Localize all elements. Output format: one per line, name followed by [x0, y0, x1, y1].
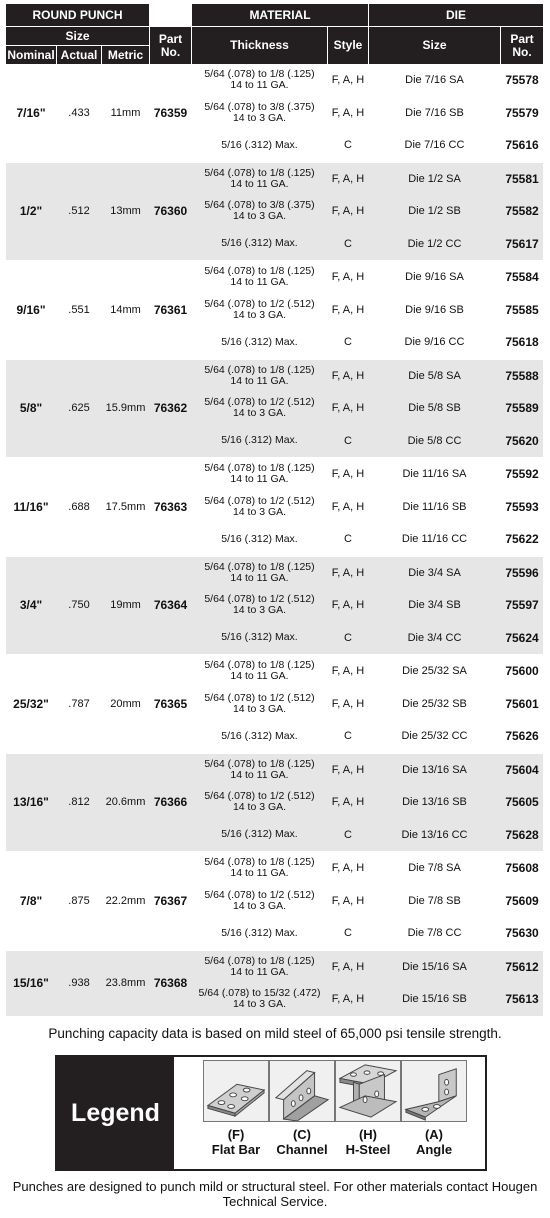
- nominal-size: 25/32": [13, 696, 49, 711]
- die-size: Die 3/4 SA: [408, 566, 461, 579]
- material-style: C: [344, 434, 352, 447]
- thickness-range: 5/16 (.312) Max.: [221, 237, 298, 250]
- actual-header: Actual: [57, 46, 101, 64]
- die-size: Die 25/32 CC: [401, 730, 468, 743]
- flat-bar-icon: [203, 1060, 269, 1122]
- thickness-cell: [192, 622, 327, 655]
- die-size: Die 25/32 SB: [402, 697, 467, 710]
- metric-size: 19mm: [110, 599, 141, 612]
- legend-name: Flat Bar: [211, 1142, 261, 1157]
- gauge-range: 14 to 11 GA.: [230, 276, 289, 289]
- thickness-cell: [192, 129, 327, 162]
- punch-part-no: 76363: [153, 499, 188, 514]
- punch-part-no: 76361: [153, 302, 188, 317]
- nominal-header: Nominal: [6, 46, 56, 64]
- gauge-range: 14 to 11 GA.: [230, 670, 289, 683]
- actual-size: .625: [68, 402, 90, 415]
- actual-size: .875: [68, 894, 90, 907]
- die-size: Die 7/16 SB: [405, 106, 464, 119]
- die-part-no: 75582: [505, 204, 539, 219]
- thickness-range: 5/64 (.078) to 1/8 (.125): [204, 659, 315, 672]
- material-style: F, A, H: [331, 566, 365, 579]
- thickness-cell: [192, 228, 327, 261]
- material-style: C: [344, 927, 352, 940]
- material-style: F, A, H: [331, 993, 365, 1006]
- die-part-no: 75630: [505, 926, 539, 941]
- thickness-range: 5/64 (.078) to 1/2 (.512): [204, 297, 315, 310]
- metric-size: 20.6mm: [105, 796, 146, 809]
- thickness-cell: [192, 655, 327, 688]
- actual-size: .688: [68, 500, 90, 513]
- punch-part-no: 76368: [153, 976, 188, 990]
- die-part-no: 75584: [505, 270, 539, 285]
- thickness-cell: [192, 557, 327, 590]
- material-style: F, A, H: [331, 106, 365, 119]
- legend-box: [55, 1055, 487, 1171]
- thickness-range: 5/16 (.312) Max.: [221, 532, 298, 545]
- die-part-no: 75609: [505, 893, 539, 908]
- legend-name: H-Steel: [345, 1142, 391, 1157]
- die-part-no: 75620: [505, 433, 539, 448]
- gauge-range: 14 to 3 GA.: [232, 604, 287, 617]
- angle-icon: [401, 1060, 467, 1122]
- thickness-range: 5/16 (.312) Max.: [221, 828, 298, 841]
- thickness-range: 5/64 (.078) to 1/2 (.512): [204, 888, 315, 901]
- legend-item-h-steel: [335, 1060, 401, 1157]
- die-part-no: 75616: [505, 138, 539, 153]
- material-header: MATERIAL: [192, 4, 368, 26]
- metric-size: 23.8mm: [105, 977, 146, 989]
- die-size: Die 9/16 SB: [405, 303, 464, 316]
- size-group: [6, 163, 543, 261]
- material-style: F, A, H: [331, 862, 365, 875]
- die-part-no: 75596: [505, 565, 539, 580]
- size-group: [6, 655, 543, 753]
- die-part-no: 75601: [505, 696, 539, 711]
- gauge-range: 14 to 11 GA.: [230, 473, 289, 486]
- material-style: F, A, H: [331, 796, 365, 809]
- die-part-no: 75608: [505, 861, 539, 876]
- punch-part-no: 76367: [153, 893, 188, 908]
- thickness-range: 5/64 (.078) to 1/8 (.125): [204, 68, 315, 81]
- die-part-no: 75597: [505, 598, 539, 613]
- material-style: F, A, H: [331, 665, 365, 678]
- material-style: C: [344, 828, 352, 841]
- thickness-cell: [192, 819, 327, 852]
- actual-size: .433: [68, 106, 90, 119]
- material-style: F, A, H: [331, 402, 365, 415]
- thickness-cell: [192, 917, 327, 950]
- part-no-header: Part No.: [150, 27, 191, 64]
- thickness-cell: [192, 491, 327, 524]
- material-style: F, A, H: [331, 500, 365, 513]
- die-size: Die 13/16 SA: [402, 763, 467, 776]
- die-part-no: 75618: [505, 335, 539, 350]
- nominal-size: 11/16": [13, 499, 49, 514]
- thickness-cell: [192, 983, 327, 1016]
- die-size: Die 9/16 SA: [405, 271, 464, 284]
- table-header: [6, 4, 543, 64]
- die-size-header: Size: [369, 27, 500, 64]
- thickness-cell: [192, 852, 327, 885]
- thickness-range: 5/64 (.078) to 3/8 (.375): [204, 100, 315, 113]
- material-style: F, A, H: [331, 599, 365, 612]
- die-part-no: 75624: [505, 630, 539, 645]
- footer-note: Punches are designed to punch mild or structural steel. For other materials contact Hougen Technical Service.: [12, 1179, 538, 1209]
- material-style: C: [344, 336, 352, 349]
- metric-size: 22.2mm: [105, 894, 146, 907]
- thickness-cell: [192, 885, 327, 918]
- die-size: Die 7/8 SA: [408, 862, 461, 875]
- size-group: [6, 754, 543, 852]
- thickness-cell: [192, 163, 327, 196]
- size-group: [6, 64, 543, 162]
- nominal-size: 15/16": [13, 976, 49, 990]
- punch-part-no: 76360: [153, 204, 188, 219]
- size-group: [6, 557, 543, 655]
- die-part-no: 75605: [505, 795, 539, 810]
- thickness-range: 5/64 (.078) to 3/8 (.375): [204, 199, 315, 212]
- thickness-range: 5/16 (.312) Max.: [221, 631, 298, 644]
- thickness-range: 5/64 (.078) to 1/2 (.512): [204, 593, 315, 606]
- die-part-no: 75600: [505, 664, 539, 679]
- legend-name: Channel: [276, 1142, 328, 1157]
- thickness-cell: [192, 64, 327, 97]
- metric-size: 14mm: [110, 303, 141, 316]
- die-part-no: 75589: [505, 401, 539, 416]
- punch-part-no: 76359: [153, 105, 188, 120]
- actual-size: .512: [68, 205, 90, 218]
- legend-code: (H): [358, 1127, 378, 1142]
- material-style: F, A, H: [331, 74, 365, 87]
- thickness-range: 5/64 (.078) to 1/2 (.512): [204, 691, 315, 704]
- thickness-range: 5/64 (.078) to 1/8 (.125): [204, 757, 315, 770]
- gauge-range: 14 to 11 GA.: [230, 374, 289, 387]
- size-group: [6, 261, 543, 359]
- nominal-size: 1/2": [19, 204, 43, 219]
- thickness-cell: [192, 294, 327, 327]
- die-size: Die 1/2 CC: [407, 237, 462, 250]
- material-style: F, A, H: [331, 205, 365, 218]
- die-size: Die 5/8 CC: [407, 434, 462, 447]
- material-style: F, A, H: [331, 763, 365, 776]
- die-size: Die 25/32 SA: [402, 665, 467, 678]
- h-steel-icon: [335, 1060, 401, 1122]
- gauge-range: 14 to 3 GA.: [232, 111, 287, 124]
- die-part-no: 75628: [505, 827, 539, 842]
- die-size: Die 11/16 CC: [401, 533, 468, 546]
- die-size: Die 7/8 SB: [408, 894, 461, 907]
- gauge-range: 14 to 3 GA.: [232, 801, 287, 814]
- nominal-size: 3/4": [19, 598, 43, 613]
- die-size: Die 7/16 SA: [405, 74, 464, 87]
- die-size: Die 11/16 SA: [402, 468, 467, 481]
- legend-code: (C): [292, 1127, 312, 1142]
- nominal-size: 7/16": [16, 105, 46, 120]
- material-style: C: [344, 533, 352, 546]
- legend-name: Angle: [415, 1142, 453, 1157]
- legend-item-flat-bar: [203, 1060, 269, 1157]
- material-style: F, A, H: [331, 468, 365, 481]
- legend-code: (F): [227, 1127, 245, 1142]
- die-part-no: 75612: [505, 959, 539, 974]
- thickness-range: 5/64 (.078) to 1/8 (.125): [204, 462, 315, 475]
- gauge-range: 14 to 11 GA.: [230, 768, 289, 781]
- thickness-cell: [192, 523, 327, 556]
- thickness-cell: [192, 951, 327, 984]
- thickness-range: 5/64 (.078) to 1/8 (.125): [204, 560, 315, 573]
- material-style: F, A, H: [331, 303, 365, 316]
- thickness-range: 5/16 (.312) Max.: [221, 434, 298, 447]
- thickness-range: 5/64 (.078) to 1/8 (.125): [204, 856, 315, 869]
- actual-size: .750: [68, 599, 90, 612]
- round-punch-header: ROUND PUNCH: [6, 4, 149, 26]
- material-style: C: [344, 730, 352, 743]
- legend-code: (A): [424, 1127, 444, 1142]
- thickness-range: 5/64 (.078) to 1/2 (.512): [204, 494, 315, 507]
- die-size: Die 7/16 CC: [404, 139, 465, 152]
- channel-icon: [269, 1060, 335, 1122]
- actual-size: .812: [68, 796, 90, 809]
- die-size: Die 9/16 CC: [404, 336, 465, 349]
- material-style: F, A, H: [331, 960, 365, 973]
- die-size: Die 13/16 SB: [402, 796, 467, 809]
- gauge-range: 14 to 11 GA.: [230, 965, 289, 978]
- thickness-cell: [192, 97, 327, 130]
- metric-size: 17.5mm: [105, 500, 146, 513]
- die-size: Die 13/16 CC: [401, 828, 468, 841]
- die-size: Die 5/8 SB: [408, 402, 461, 415]
- die-part-no: 75613: [505, 992, 539, 1007]
- die-size: Die 3/4 CC: [407, 631, 462, 644]
- thickness-cell: [192, 720, 327, 753]
- thickness-header: Thickness: [192, 27, 327, 64]
- thickness-cell: [192, 786, 327, 819]
- punch-part-no: 76364: [153, 598, 188, 613]
- thickness-range: 5/64 (.078) to 15/32 (.472): [198, 987, 321, 1000]
- die-size: Die 1/2 SB: [408, 205, 461, 218]
- gauge-range: 14 to 3 GA.: [232, 899, 287, 912]
- die-size: Die 15/16 SA: [402, 960, 467, 973]
- legend-title: Legend: [57, 1057, 174, 1169]
- thickness-range: 5/64 (.078) to 1/8 (.125): [204, 954, 315, 967]
- thickness-range: 5/16 (.312) Max.: [221, 926, 298, 939]
- die-part-no: 75617: [505, 236, 539, 251]
- nominal-size: 9/16": [16, 302, 46, 317]
- size-header: Size: [6, 27, 149, 45]
- metric-size: 15.9mm: [105, 402, 146, 415]
- gauge-range: 14 to 11 GA.: [230, 867, 289, 880]
- gauge-range: 14 to 11 GA.: [230, 79, 289, 92]
- material-style: F, A, H: [331, 369, 365, 382]
- punch-part-no: 76362: [153, 401, 188, 416]
- material-style: C: [344, 237, 352, 250]
- actual-size: .787: [68, 697, 90, 710]
- metric-size: 13mm: [110, 205, 141, 218]
- metric-header: Metric: [102, 46, 149, 64]
- metric-size: 20mm: [110, 697, 141, 710]
- gauge-range: 14 to 3 GA.: [232, 210, 287, 223]
- gauge-range: 14 to 3 GA.: [232, 505, 287, 518]
- die-size: Die 3/4 SB: [408, 599, 461, 612]
- actual-size: .938: [68, 977, 90, 989]
- punch-part-no: 76366: [153, 795, 188, 810]
- gauge-range: 14 to 3 GA.: [232, 998, 287, 1011]
- style-header: Style: [328, 27, 368, 64]
- die-part-no: 75593: [505, 499, 539, 514]
- die-size: Die 5/8 SA: [408, 369, 461, 382]
- gauge-range: 14 to 11 GA.: [230, 177, 289, 190]
- thickness-cell: [192, 754, 327, 787]
- thickness-cell: [192, 458, 327, 491]
- size-group: [6, 360, 543, 458]
- die-part-no: 75588: [505, 368, 539, 383]
- punch-part-no: 76365: [153, 696, 188, 711]
- die-part-no: 75581: [505, 171, 539, 186]
- die-part-no: 75622: [505, 532, 539, 547]
- die-part-no-header: Part No.: [501, 27, 543, 64]
- thickness-cell: [192, 688, 327, 721]
- gauge-range: 14 to 11 GA.: [230, 571, 289, 584]
- thickness-cell: [192, 589, 327, 622]
- material-style: F, A, H: [331, 271, 365, 284]
- actual-size: .551: [68, 303, 90, 316]
- die-size: Die 15/16 SB: [402, 993, 467, 1006]
- thickness-range: 5/64 (.078) to 1/8 (.125): [204, 166, 315, 179]
- material-style: F, A, H: [331, 172, 365, 185]
- gauge-range: 14 to 3 GA.: [232, 308, 287, 321]
- gauge-range: 14 to 3 GA.: [232, 407, 287, 420]
- thickness-range: 5/64 (.078) to 1/2 (.512): [204, 396, 315, 409]
- thickness-cell: [192, 195, 327, 228]
- material-style: C: [344, 631, 352, 644]
- thickness-range: 5/16 (.312) Max.: [221, 335, 298, 348]
- material-style: F, A, H: [331, 894, 365, 907]
- gauge-range: 14 to 3 GA.: [232, 702, 287, 715]
- die-part-no: 75592: [505, 467, 539, 482]
- size-group: [6, 951, 543, 1016]
- die-header: DIE: [369, 4, 543, 26]
- nominal-size: 7/8": [19, 893, 43, 908]
- die-part-no: 75626: [505, 729, 539, 744]
- thickness-range: 5/64 (.078) to 1/8 (.125): [204, 363, 315, 376]
- nominal-size: 13/16": [13, 795, 49, 810]
- thickness-range: 5/64 (.078) to 1/2 (.512): [204, 790, 315, 803]
- legend-item-channel: [269, 1060, 335, 1157]
- die-size: Die 11/16 SB: [402, 500, 467, 513]
- nominal-size: 5/8": [19, 401, 43, 416]
- die-size: Die 1/2 SA: [408, 172, 461, 185]
- thickness-range: 5/64 (.078) to 1/8 (.125): [204, 265, 315, 278]
- die-part-no: 75579: [505, 105, 539, 120]
- material-style: F, A, H: [331, 697, 365, 710]
- die-part-no: 75604: [505, 762, 539, 777]
- capacity-note: Punching capacity data is based on mild steel of 65,000 psi tensile strength.: [48, 1026, 502, 1041]
- metric-size: 11mm: [110, 106, 141, 119]
- die-size: Die 7/8 CC: [407, 927, 462, 940]
- thickness-cell: [192, 425, 327, 458]
- die-part-no: 75585: [505, 302, 539, 317]
- thickness-range: 5/16 (.312) Max.: [221, 138, 298, 151]
- size-group: [6, 852, 543, 950]
- die-part-no: 75578: [505, 73, 539, 88]
- thickness-cell: [192, 261, 327, 294]
- legend-item-angle: [401, 1060, 467, 1157]
- thickness-cell: [192, 326, 327, 359]
- thickness-cell: [192, 392, 327, 425]
- size-group: [6, 458, 543, 556]
- material-style: C: [344, 139, 352, 152]
- thickness-cell: [192, 360, 327, 393]
- thickness-range: 5/16 (.312) Max.: [221, 729, 298, 742]
